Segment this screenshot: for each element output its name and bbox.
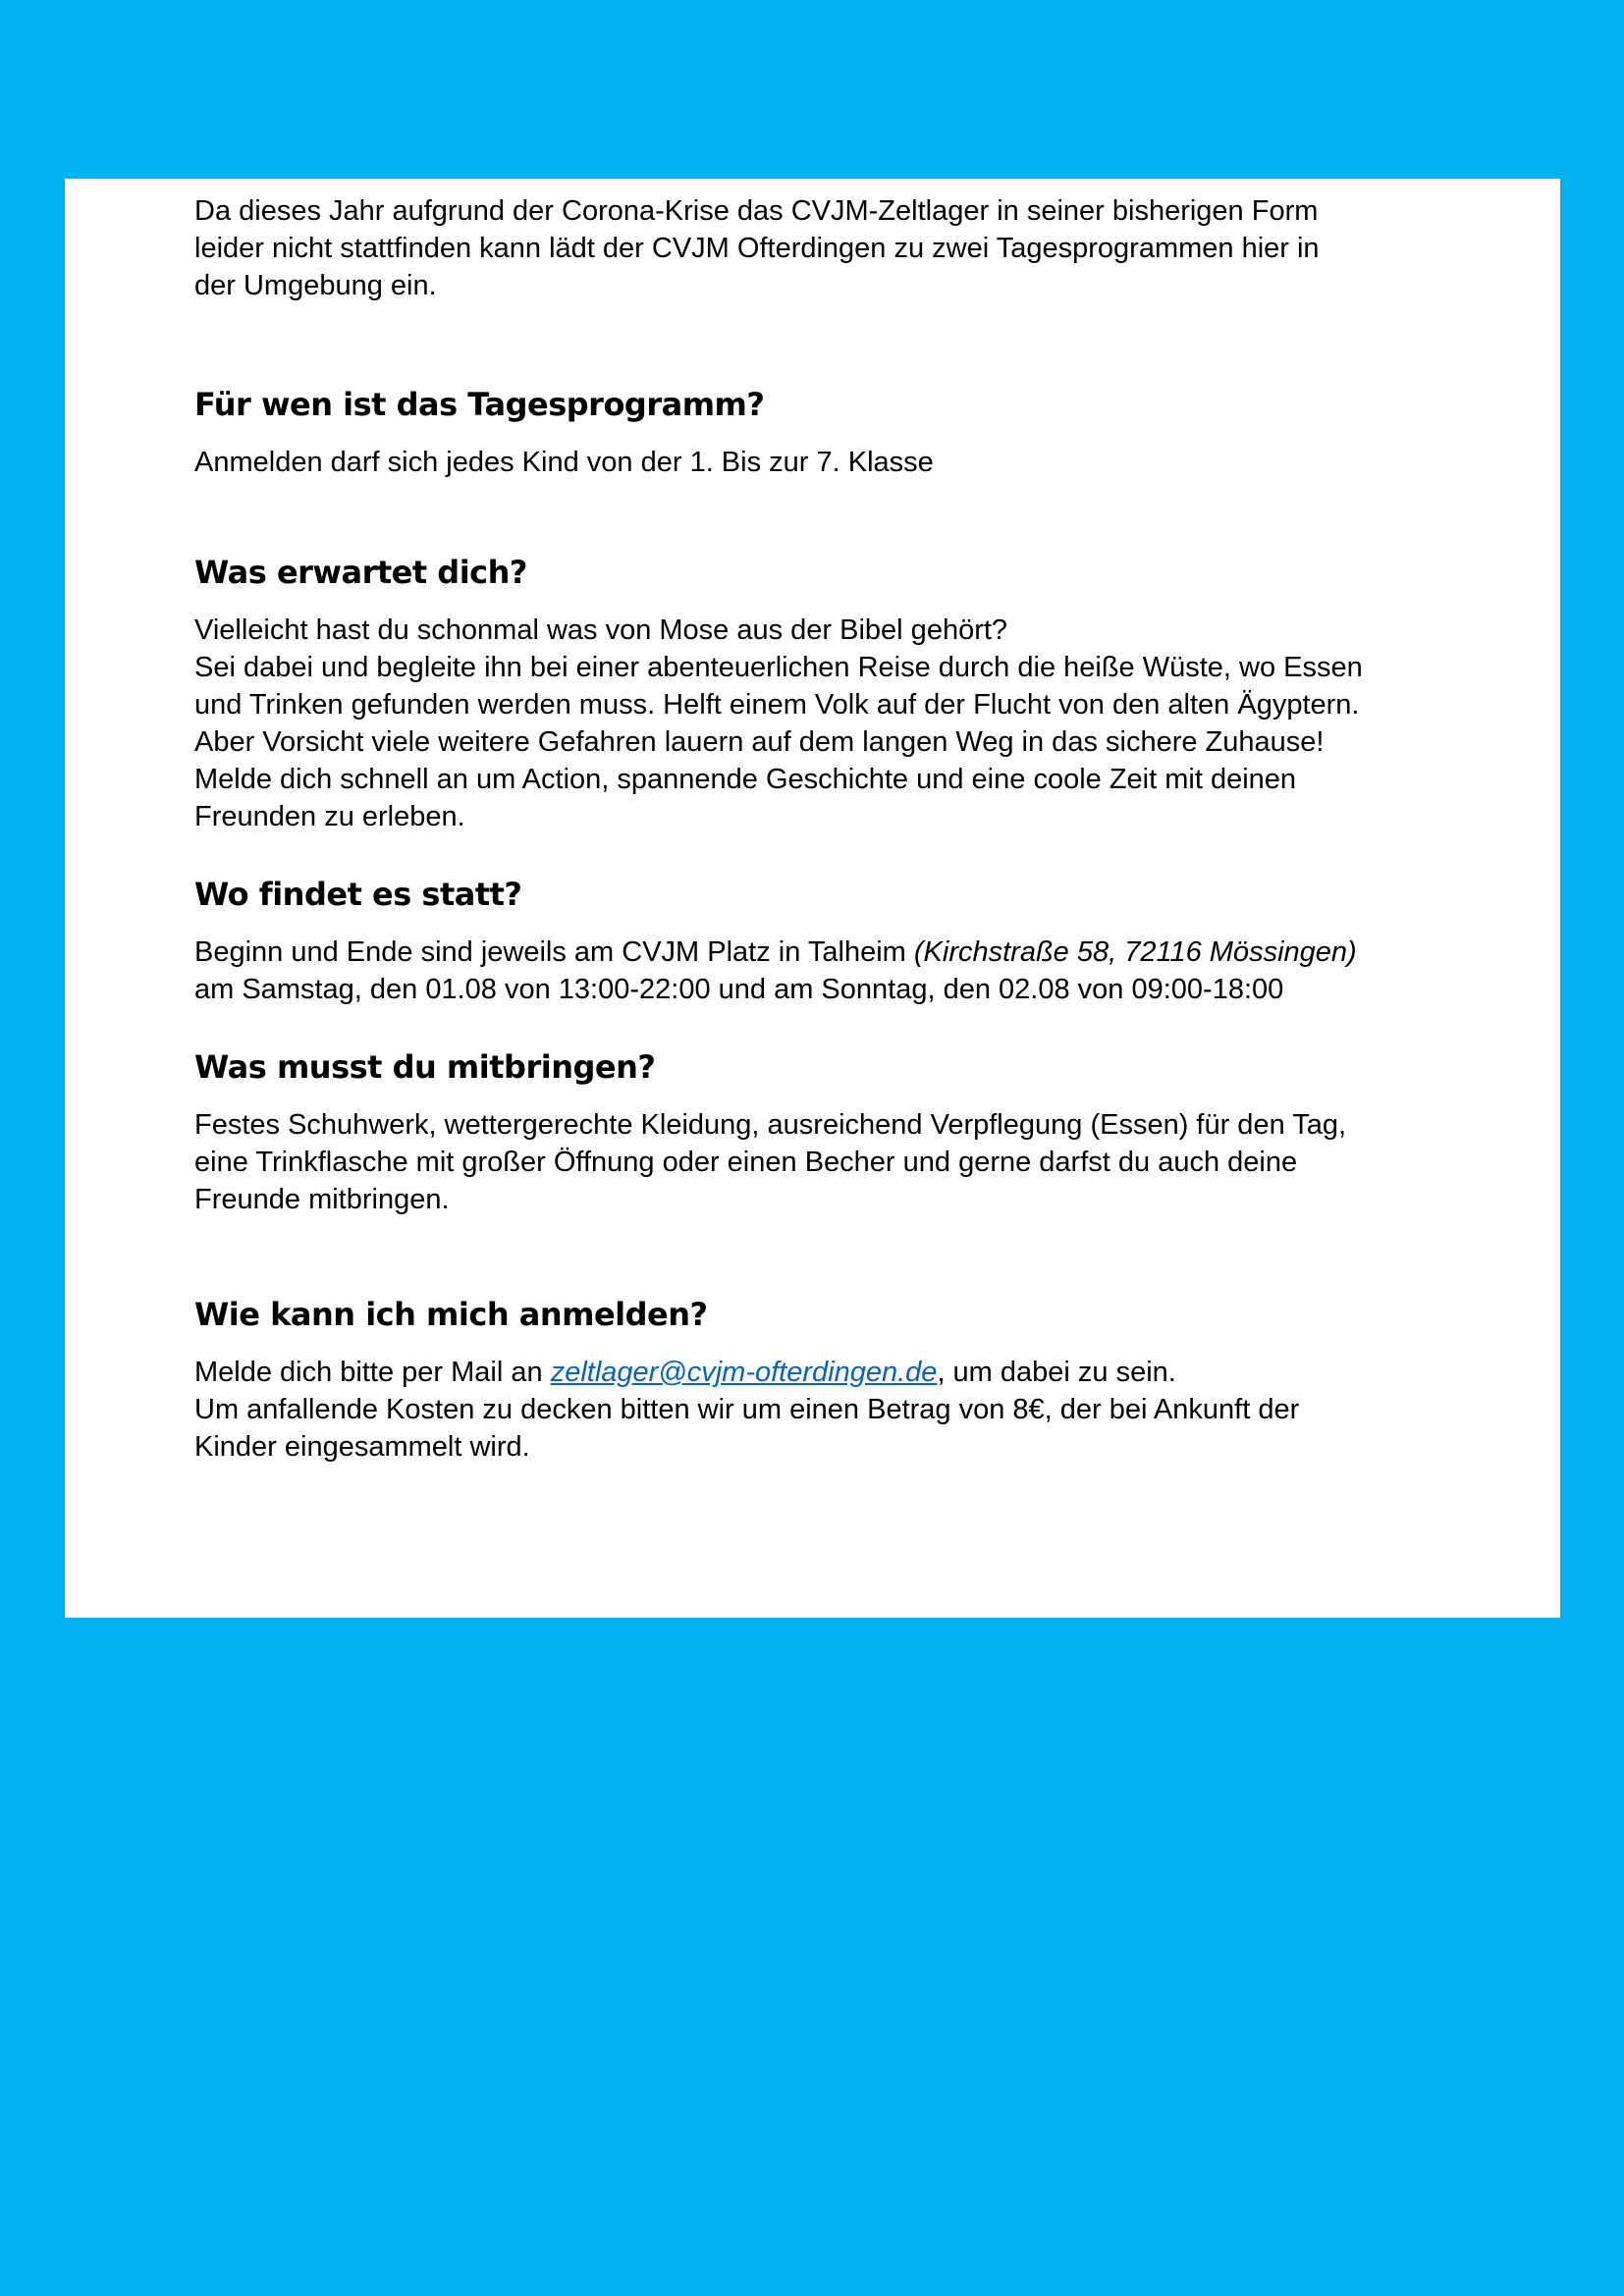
bring-line: Freunde mitbringen.: [194, 1184, 450, 1215]
register-line: Um anfallende Kosten zu decken bitten wir um einen Betrag von 8€, der bei Ankunft der: [194, 1394, 1300, 1425]
intro-line: Da dieses Jahr aufgrund der Corona-Krise das CVJM-Zeltlager in seiner bisherigen Form: [194, 195, 1319, 227]
email-link[interactable]: zeltlager@cvjm-ofterdingen.de: [550, 1357, 938, 1388]
bring-paragraph: [194, 1106, 1451, 1218]
register-line: Kinder eingesammelt wird.: [194, 1431, 530, 1463]
intro-line: der Umgebung ein.: [194, 270, 437, 301]
heading-bring: Was musst du mitbringen?: [194, 1048, 656, 1086]
address-text: (Kirchstraße 58, 72116 Mössingen): [913, 936, 1357, 968]
expect-paragraph: [194, 612, 1451, 835]
heading-expect: Was erwartet dich?: [194, 554, 527, 591]
where-line: [194, 934, 1451, 971]
intro-line: leider nicht stattfinden kann lädt der CVJM Ofterdingen zu zwei Tagesprogrammen hier in: [194, 233, 1320, 264]
where-paragraph: [194, 934, 1451, 1008]
document-body: [194, 192, 1451, 1466]
bring-line: eine Trinkflasche mit großer Öffnung oder einen Becher und gerne darfst du auch deine: [194, 1147, 1298, 1178]
expect-line: Sei dabei und begleite ihn bei einer abenteuerlichen Reise durch die heiße Wüste, wo Essen: [194, 652, 1363, 683]
heading-register: Wie kann ich mich anmelden?: [194, 1296, 708, 1333]
expect-line: Melde dich schnell an um Action, spannende Geschichte und eine coole Zeit mit deinen: [194, 764, 1297, 795]
bring-line: Festes Schuhwerk, wettergerechte Kleidung, ausreichend Verpflegung (Essen) für den Tag,: [194, 1109, 1347, 1141]
where-text: Beginn und Ende sind jeweils am CVJM Platz in Talheim: [194, 936, 914, 968]
expect-line: Vielleicht hast du schonmal was von Mose aus der Bibel gehört?: [194, 614, 1008, 646]
expect-line: Aber Vorsicht viele weitere Gefahren lauern auf dem langen Weg in das sichere Zuhause!: [194, 726, 1325, 758]
register-text: , um dabei zu sein.: [937, 1357, 1176, 1388]
heading-where: Wo findet es statt?: [194, 876, 522, 913]
expect-line: und Trinken gefunden werden muss. Helft einem Volk auf der Flucht von den alten Ägyptern.: [194, 689, 1360, 721]
heading-who: Für wen ist das Tagesprogramm?: [194, 386, 765, 423]
who-paragraph: Anmelden darf sich jedes Kind von der 1. Bis zur 7. Klasse: [194, 447, 934, 478]
register-line: [194, 1354, 1451, 1391]
register-paragraph: [194, 1354, 1451, 1466]
register-text: Melde dich bitte per Mail an: [194, 1357, 551, 1388]
expect-line: Freunden zu erleben.: [194, 801, 465, 832]
where-dates: am Samstag, den 01.08 von 13:00-22:00 und am Sonntag, den 02.08 von 09:00-18:00: [194, 974, 1284, 1005]
intro-paragraph: [194, 192, 1451, 304]
